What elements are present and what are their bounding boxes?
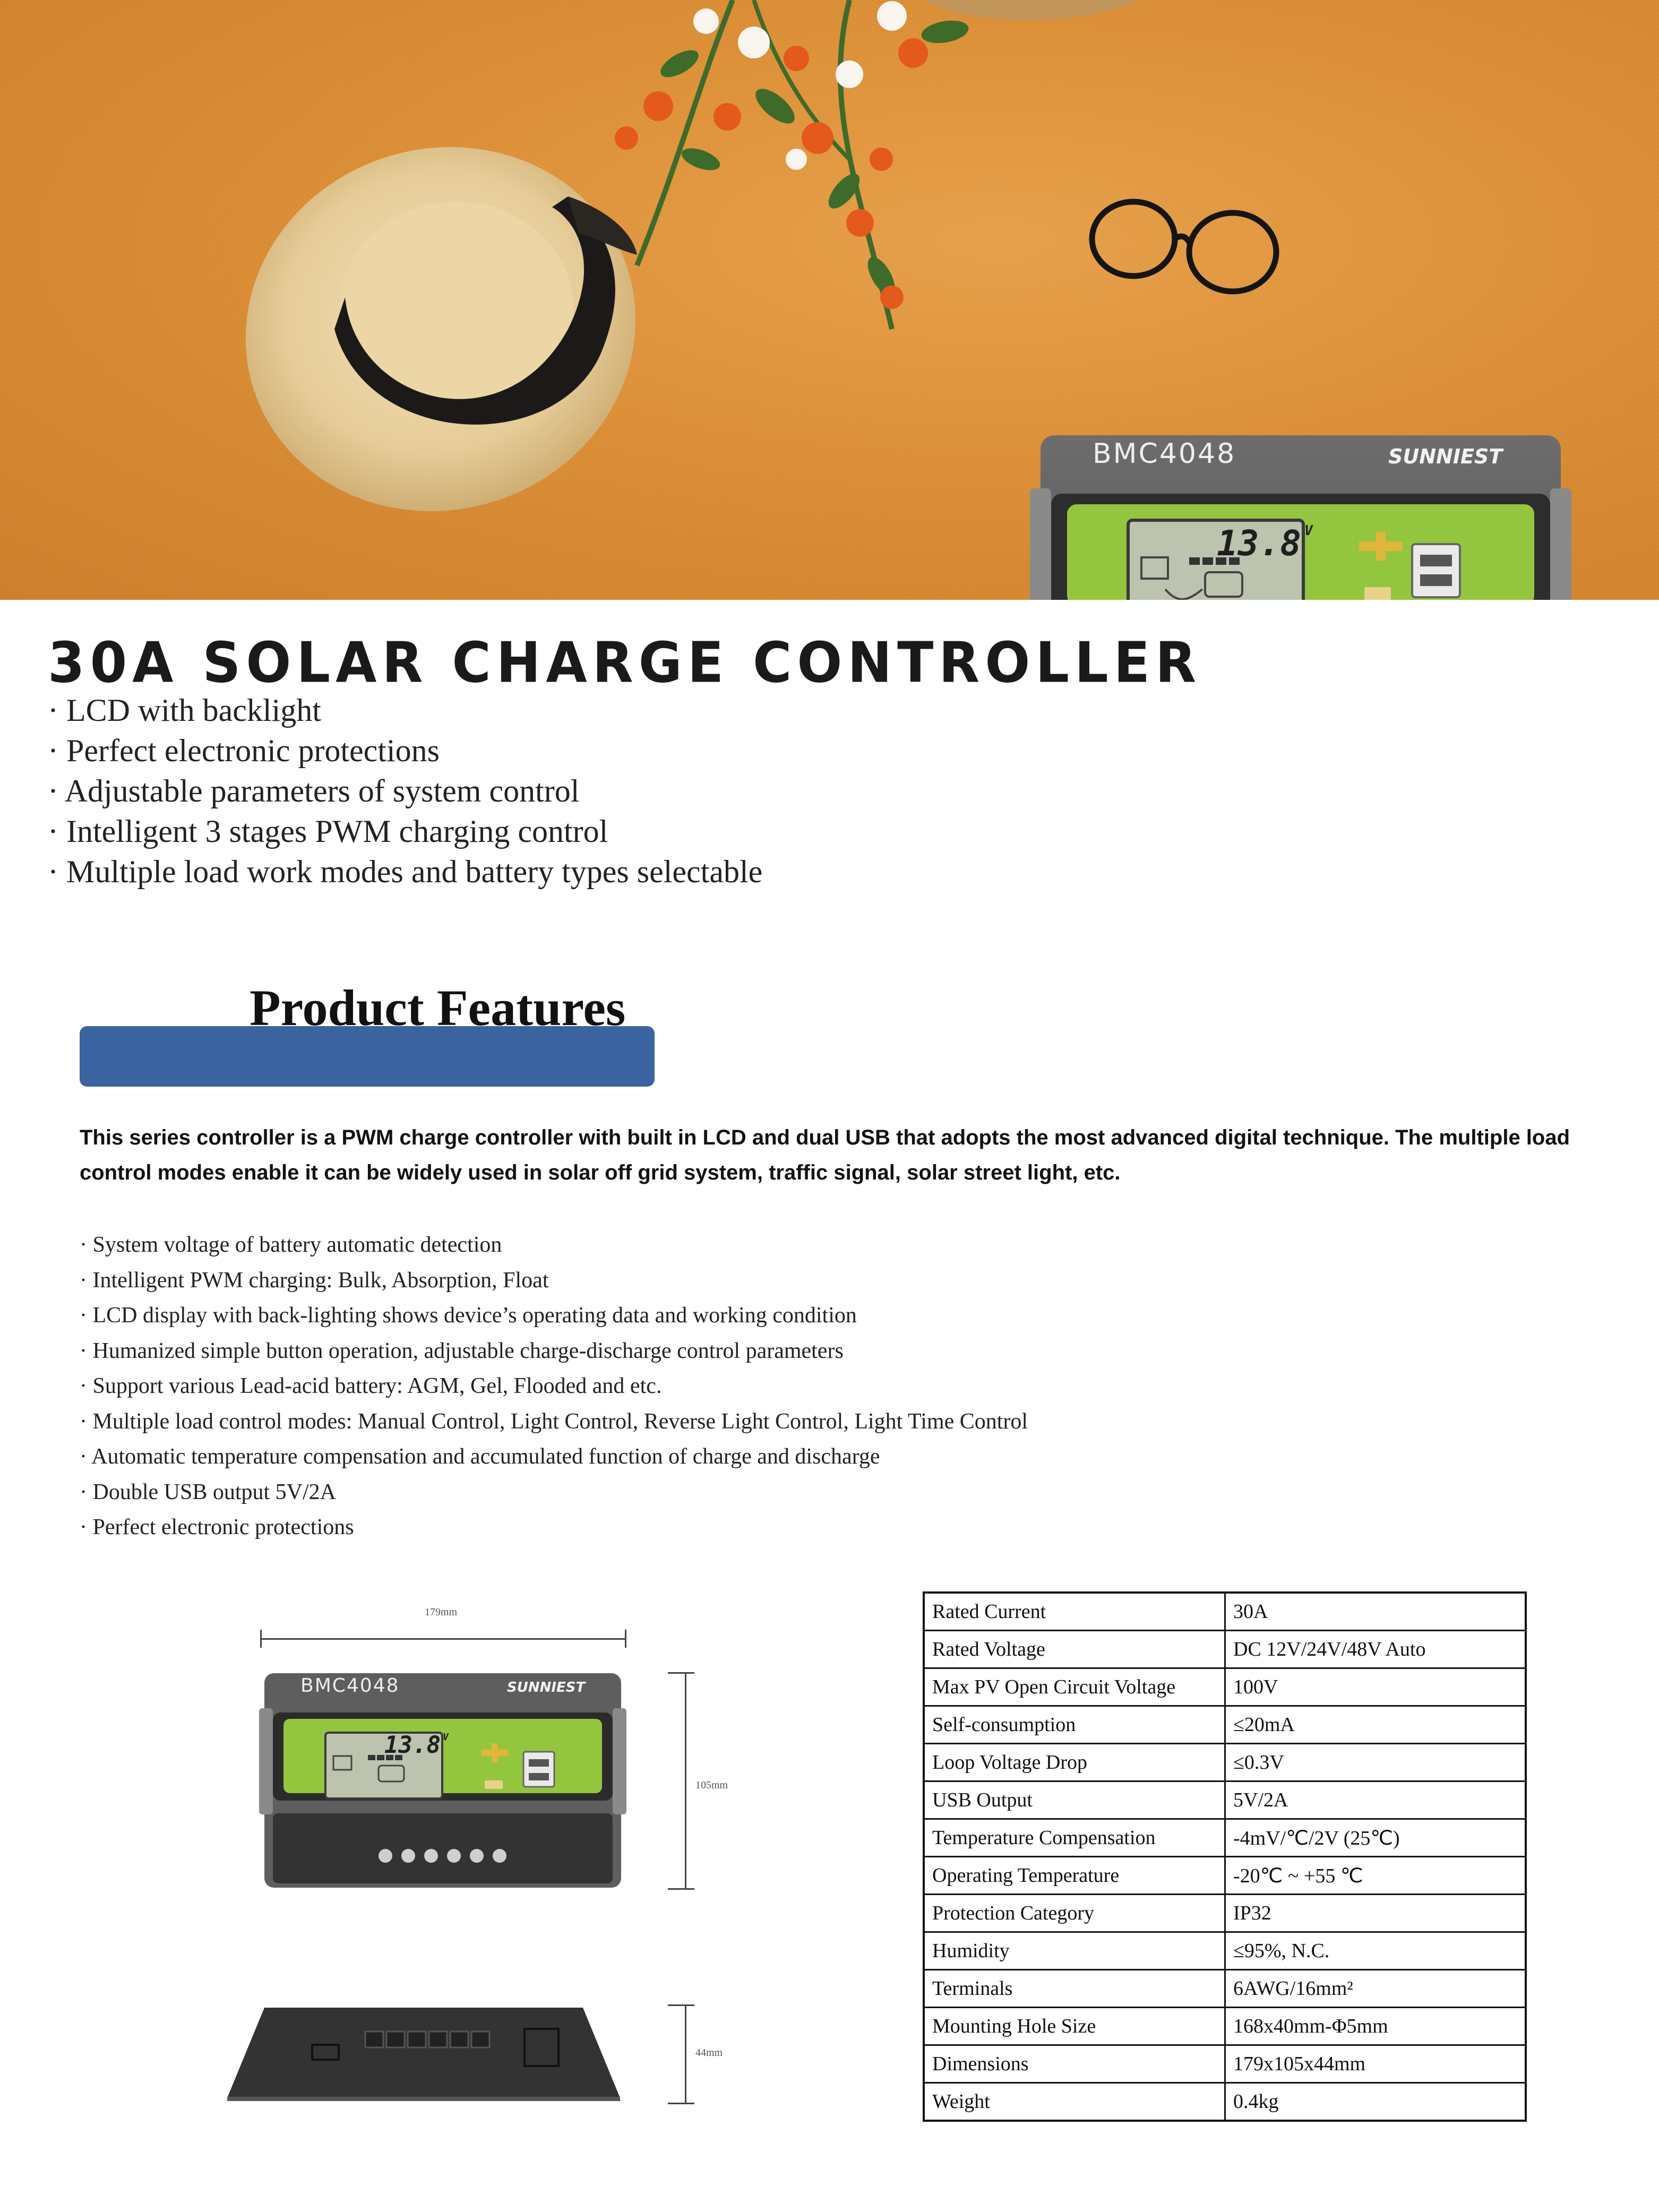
- depth-dimension-line: [685, 2004, 686, 2104]
- drawing-lcd-reading: [384, 1732, 449, 1759]
- spec-label: Rated Voltage: [924, 1631, 1225, 1668]
- height-dimension-tick-bottom: [668, 1888, 694, 1890]
- lcd-unit: V: [442, 1732, 449, 1743]
- drawing-model-label: BMC4048: [300, 1675, 400, 1697]
- table-row: [924, 1781, 1526, 1819]
- front-view-drawing: [259, 1671, 626, 1890]
- table-row: [924, 1932, 1526, 1970]
- spec-label: Dimensions: [924, 2045, 1225, 2083]
- feature-item: · Multiple load control modes: Manual Control, Light Control, Reverse Light Control, Light Time Control: [80, 1409, 1028, 1434]
- section-heading: Product Features: [250, 979, 626, 1036]
- feature-list: [80, 1227, 1028, 1545]
- height-dimension-label: 105mm: [695, 1779, 728, 1791]
- hero-bullet: · LCD with backlight: [48, 693, 321, 728]
- page-title: 30A SOLAR CHARGE CONTROLLER: [48, 630, 1202, 695]
- spec-value: ≤95%, N.C.: [1225, 1932, 1526, 1970]
- feature-item: · System voltage of battery automatic detection: [80, 1233, 502, 1257]
- spec-value: ≤20mA: [1225, 1706, 1526, 1744]
- height-dimension-tick-top: [668, 1672, 694, 1674]
- lcd-unit: V: [1304, 523, 1313, 539]
- drawing-brand-label: SUNNIEST: [507, 1680, 586, 1695]
- specifications-table: [923, 1591, 1527, 2122]
- spec-label: Protection Category: [924, 1895, 1225, 1932]
- spec-label: Terminals: [924, 1970, 1225, 2008]
- table-row: [924, 2045, 1526, 2083]
- spec-value: 168x40mm-Φ5mm: [1225, 2008, 1526, 2045]
- feature-item: · Support various Lead-acid battery: AGM, Gel, Flooded and etc.: [80, 1374, 662, 1398]
- spec-value: 5V/2A: [1225, 1781, 1526, 1819]
- flowers-image: [478, 0, 1168, 361]
- table-row: [924, 2008, 1526, 2045]
- spec-value: 0.4kg: [1225, 2083, 1526, 2121]
- depth-dimension-tick-top: [668, 2004, 694, 2006]
- depth-dimension-label: 44mm: [695, 2047, 723, 2059]
- width-dimension-tick-left: [260, 1630, 262, 1648]
- table-row: [924, 1706, 1526, 1744]
- table-row: [924, 1819, 1526, 1857]
- spec-value: -20℃ ~ +55 ℃: [1225, 1857, 1526, 1895]
- spec-value: 6AWG/16mm²: [1225, 1970, 1526, 2008]
- spec-label: Weight: [924, 2083, 1225, 2121]
- table-row: [924, 1857, 1526, 1895]
- table-row: [924, 1668, 1526, 1706]
- spec-label: Temperature Compensation: [924, 1819, 1225, 1857]
- feature-item: · Intelligent PWM charging: Bulk, Absorption, Float: [80, 1268, 549, 1293]
- width-dimension-tick-right: [625, 1630, 626, 1648]
- depth-dimension-tick-bottom: [668, 2103, 694, 2104]
- intro-paragraph: This series controller is a PWM charge controller with built in LCD and dual USB that adopts the most advanced digital technique. The multiple load control modes enable it can be widely used in solar off grid system, traffic signal, solar street light, etc.: [80, 1126, 1570, 1184]
- hero-bullet-list: [48, 690, 762, 892]
- hero-bullet: · Multiple load work modes and battery types selectable: [48, 854, 763, 889]
- feature-item: · LCD display with back-lighting shows device’s operating data and working condition: [80, 1303, 857, 1328]
- spec-value: DC 12V/24V/48V Auto: [1225, 1631, 1526, 1668]
- table-row: [924, 1970, 1526, 2008]
- hero-model-label: BMC4048: [1093, 438, 1236, 470]
- hero-bullet: · Perfect electronic protections: [48, 733, 440, 768]
- feature-item: · Double USB output 5V/2A: [80, 1479, 336, 1504]
- height-dimension-line: [685, 1672, 686, 1890]
- hero-photo: [0, 0, 1659, 600]
- table-row: [924, 1631, 1526, 1668]
- spec-value: IP32: [1225, 1895, 1526, 1932]
- hero-brand-label: SUNNIEST: [1388, 445, 1503, 468]
- spec-value: -4mV/℃/2V (25℃): [1225, 1819, 1526, 1857]
- feature-item: · Perfect electronic protections: [80, 1515, 354, 1539]
- spec-label: Mounting Hole Size: [924, 2008, 1225, 2045]
- table-row: [924, 1593, 1526, 1631]
- glasses-image: [1083, 191, 1295, 313]
- width-dimension-label: 179mm: [425, 1606, 458, 1618]
- hero-bullet: · Adjustable parameters of system control: [48, 773, 580, 808]
- table-row: [924, 1895, 1526, 1932]
- spec-label: USB Output: [924, 1781, 1225, 1819]
- hero-lcd-reading: [1217, 523, 1313, 564]
- spec-label: Rated Current: [924, 1593, 1225, 1631]
- spec-label: Self-consumption: [924, 1706, 1225, 1744]
- spec-label: Loop Voltage Drop: [924, 1744, 1225, 1781]
- spec-value: 179x105x44mm: [1225, 2045, 1526, 2083]
- spec-value: ≤0.3V: [1225, 1744, 1526, 1781]
- side-view-drawing: [227, 2002, 620, 2103]
- spec-label: Max PV Open Circuit Voltage: [924, 1668, 1225, 1706]
- width-dimension-line: [260, 1638, 626, 1640]
- table-row: [924, 1744, 1526, 1781]
- spec-label: Humidity: [924, 1932, 1225, 1970]
- lcd-value: 13.8: [1217, 523, 1301, 564]
- spec-label: Operating Temperature: [924, 1857, 1225, 1895]
- feature-item: · Humanized simple button operation, adjustable charge-discharge control parameters: [80, 1338, 844, 1363]
- spec-value: 30A: [1225, 1593, 1526, 1631]
- spec-value: 100V: [1225, 1668, 1526, 1706]
- table-row: [924, 2083, 1526, 2121]
- feature-item: · Automatic temperature compensation and accumulated function of charge and discharge: [80, 1444, 880, 1469]
- hero-bullet: · Intelligent 3 stages PWM charging control: [48, 814, 608, 849]
- lcd-value: 13.8: [384, 1732, 441, 1759]
